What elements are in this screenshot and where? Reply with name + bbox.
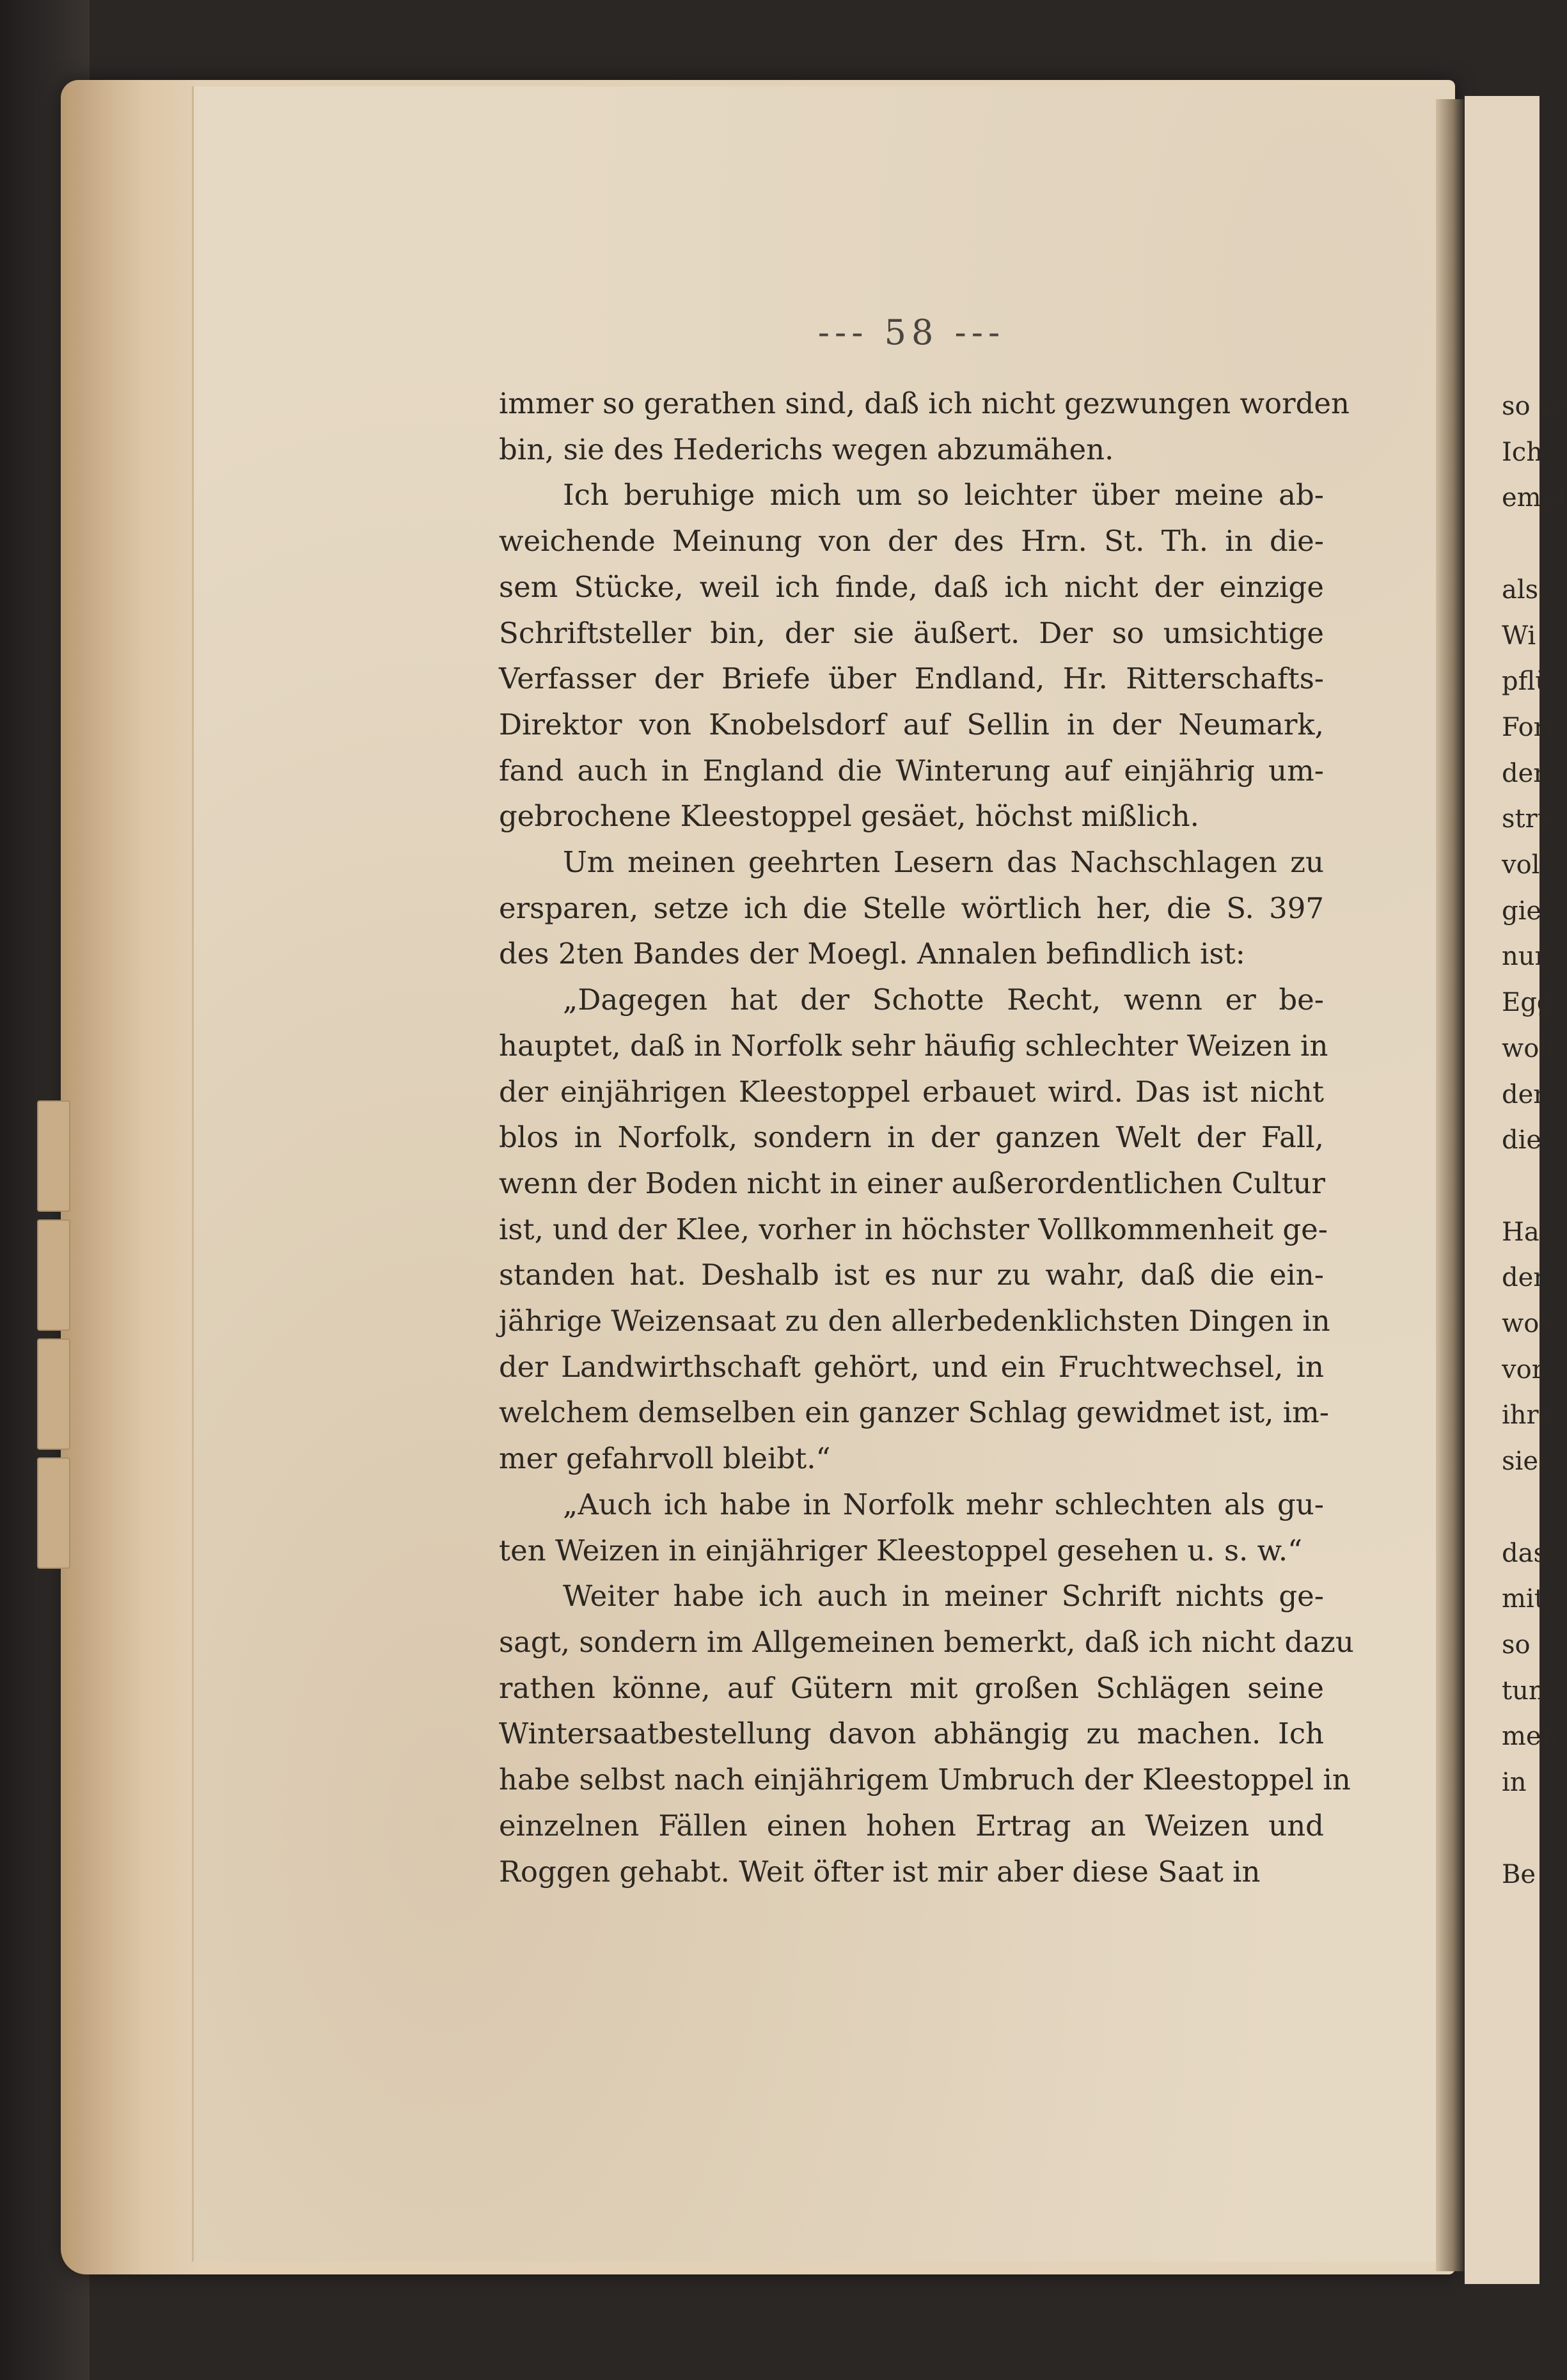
text-line: standen hat. Deshalb ist es nur zu wahr, daß die ein- xyxy=(499,1258,1324,1292)
page-tab xyxy=(37,1219,70,1331)
facing-page-fragment: ihre xyxy=(1502,1400,1554,1431)
facing-page-fragment: vol xyxy=(1502,850,1540,880)
text-line: bin, sie des Hederichs wegen abzumähen. xyxy=(499,432,1114,466)
text-line: habe selbst nach einjährigem Umbruch der Kleestoppel in xyxy=(499,1763,1351,1797)
facing-page-fragment: nur xyxy=(1502,942,1547,972)
text-line: mer gefahrvoll bleibt.“ xyxy=(499,1441,831,1476)
text-line: blos in Norfolk, sondern in der ganzen Welt der Fall, xyxy=(499,1120,1324,1155)
facing-page-fragments xyxy=(1502,384,1567,1898)
facing-page-fragment: so se xyxy=(1502,392,1567,421)
facing-page-fragment: Ich xyxy=(1502,437,1543,467)
facing-page-fragment xyxy=(1502,1164,1539,1210)
text-line: wenn der Boden nicht in einer außerordentlichen Cultur xyxy=(499,1166,1326,1200)
text-line: hauptet, daß in Norfolk sehr häufig schlechter Weizen in xyxy=(499,1028,1328,1063)
facing-page-fragment xyxy=(1502,1485,1539,1531)
text-line: ersparen, setze ich die Stelle wörtlich her, die S. 397 xyxy=(499,891,1324,925)
page-number: --- 58 --- xyxy=(817,312,1005,353)
text-line: ist, und der Klee, vorher in höchster Vollkommenheit ge- xyxy=(499,1212,1328,1246)
text-line: Verfasser der Briefe über Endland, Hr. Ritterschafts- xyxy=(499,662,1324,696)
facing-page-fragment: die xyxy=(1502,1125,1542,1155)
text-line: sem Stücke, weil ich finde, daß ich nicht der einzige xyxy=(499,569,1324,604)
facing-page-fragment: so xyxy=(1502,1630,1531,1660)
facing-page-fragment: vor xyxy=(1502,1354,1544,1384)
facing-page-fragment: woll xyxy=(1502,1033,1555,1063)
text-line: Um meinen geehrten Lesern das Nachschlagen zu xyxy=(563,845,1324,880)
text-line: „Dagegen hat der Schotte Recht, wenn er be- xyxy=(563,983,1324,1017)
text-line: weichende Meinung von der des Hrn. St. Th. in die- xyxy=(499,524,1324,559)
text-line: fand auch in England die Winterung auf einjährig um- xyxy=(499,753,1324,788)
facing-page-fragment: das xyxy=(1502,1538,1547,1568)
text-line: Roggen gehabt. Weit öfter ist mir aber diese Saat in xyxy=(499,1854,1261,1889)
facing-page-fragment: der xyxy=(1502,1079,1546,1109)
facing-page-fragment: stru xyxy=(1502,804,1554,834)
facing-page-fragment: meh xyxy=(1502,1722,1558,1752)
text-line: rathen könne, auf Gütern mit großen Schlägen seine xyxy=(499,1670,1324,1705)
facing-page-fragment: der xyxy=(1502,758,1546,788)
facing-page-fragment: Ha xyxy=(1502,1217,1539,1247)
text-line: Wintersaatbestellung davon abhängig zu machen. Ich xyxy=(499,1717,1324,1751)
text-line: einzelnen Fällen einen hohen Ertrag an Weizen und xyxy=(499,1808,1324,1843)
page-tab xyxy=(37,1338,70,1450)
text-line: „Auch ich habe in Norfolk mehr schlechten als gu- xyxy=(563,1487,1324,1521)
text-line: gebrochene Kleestoppel gesäet, höchst mißlich. xyxy=(499,799,1199,834)
facing-page-fragment: tun xyxy=(1502,1676,1545,1706)
text-line: ten Weizen in einjähriger Kleestoppel gesehen u. s. w.“ xyxy=(499,1533,1303,1567)
page-tab xyxy=(37,1457,70,1569)
facing-page-fragment: in xyxy=(1502,1768,1527,1798)
facing-page-fragment: woh xyxy=(1502,1309,1556,1339)
page-body-text xyxy=(499,381,1354,1894)
facing-page-fragment: Wi xyxy=(1502,621,1536,651)
facing-page-fragment xyxy=(1502,521,1539,567)
text-line: Ich beruhige mich um so leichter über meine ab- xyxy=(563,478,1324,512)
page-tab xyxy=(37,1100,70,1212)
text-line: jährige Weizensaat zu den allerbedenklichsten Dingen in xyxy=(499,1304,1330,1338)
text-line: immer so gerathen sind, daß ich nicht gezwungen worden xyxy=(499,386,1350,420)
facing-page-fragment: der xyxy=(1502,1263,1546,1293)
text-line: Direktor von Knobelsdorf auf Sellin in der Neumark, xyxy=(499,707,1324,742)
book-gutter xyxy=(1436,99,1465,2271)
page-edge-tabs xyxy=(37,1100,70,1561)
text-line: der Landwirthschaft gehört, und ein Fruchtwechsel, in xyxy=(499,1349,1324,1384)
text-line: Weiter habe ich auch in meiner Schrift nichts ge- xyxy=(563,1579,1324,1614)
text-line: der einjährigen Kleestoppel erbauet wird. Das ist nicht xyxy=(499,1074,1324,1109)
facing-page-fragment: Be xyxy=(1502,1859,1536,1889)
text-line: welchem demselben ein ganzer Schlag gewidmet ist, im- xyxy=(499,1395,1329,1430)
facing-page-fragment: pflü xyxy=(1502,667,1552,697)
facing-page-fragment: gie xyxy=(1502,896,1542,926)
facing-page-fragment: sie xyxy=(1502,1447,1538,1477)
facing-page-fragment: Egg xyxy=(1502,988,1554,1018)
facing-page-fragment: empf xyxy=(1502,483,1567,513)
facing-page-fragment xyxy=(1502,1806,1539,1852)
text-line: des 2ten Bandes der Moegl. Annalen befindlich ist: xyxy=(499,937,1245,971)
text-line: sagt, sondern im Allgemeinen bemerkt, daß ich nicht dazu xyxy=(499,1624,1354,1659)
facing-page-fragment: als xyxy=(1502,575,1539,605)
facing-page-fragment: mit xyxy=(1502,1584,1545,1614)
facing-page-fragment: Forr xyxy=(1502,712,1558,742)
text-line: Schriftsteller bin, der sie äußert. Der so umsichtige xyxy=(499,615,1324,650)
